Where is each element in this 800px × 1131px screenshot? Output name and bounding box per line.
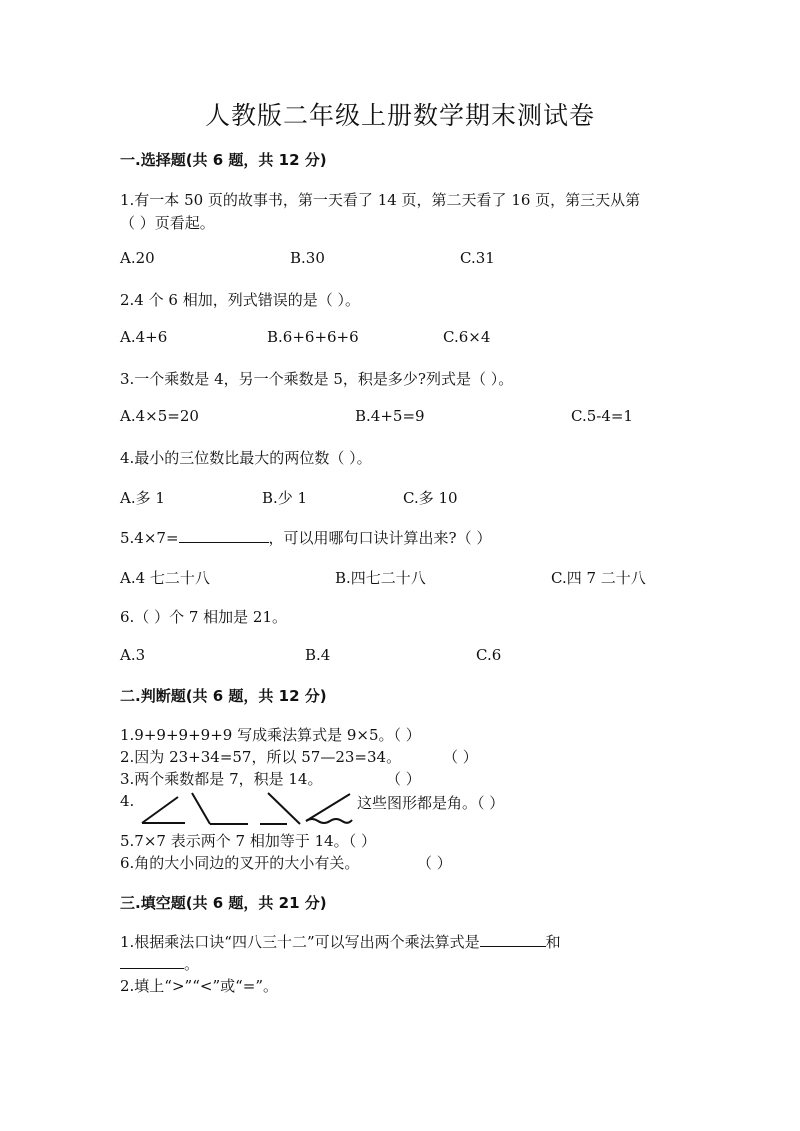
q4-option-a: A.多 1 (120, 489, 165, 507)
answer-blank (120, 953, 184, 969)
judge-item-4-text: 这些图形都是角。（ ） (357, 794, 505, 812)
question-2: 2.4 个 6 相加，列式错误的是（ ）。 (120, 291, 360, 309)
question-3: 3.一个乘数是 4，另一个乘数是 5，积是多少?列式是（ ）。 (120, 370, 514, 388)
q5-option-c: C.四 7 二十八 (551, 569, 646, 587)
question-1-line-1: 1.有一本 50 页的故事书，第一天看了 14 页，第二天看了 16 页，第三天从第 (120, 191, 641, 209)
question-4: 4.最小的三位数比最大的两位数（ ）。 (120, 449, 372, 467)
question-5 (120, 527, 491, 548)
judge-item-1: 1.9+9+9+9+9 写成乘法算式是 9×5。（ ） (120, 726, 421, 744)
question-5-text-after: ，可以用哪句口诀计算出来?（ ） (268, 529, 492, 547)
q6-option-a: A.3 (120, 646, 146, 664)
q4-option-b: B.少 1 (262, 489, 308, 507)
judge-item-3-paren: （ ） (386, 770, 421, 788)
fill-question-1-line-1 (120, 931, 561, 952)
judge-item-2-paren: （ ） (443, 748, 478, 766)
q3-option-b: B.4+5=9 (355, 407, 425, 425)
q1-option-b: B.30 (290, 249, 325, 267)
fill-question-1-text: 1.根据乘法口诀“四八三十二”可以写出两个乘法算式是 (120, 933, 480, 951)
section-heading-true-false: 二.判断题(共 6 题，共 12 分) (120, 687, 327, 705)
q2-option-c: C.6×4 (443, 328, 491, 346)
question-1-line-2: （ ）页看起。 (120, 214, 215, 232)
q1-option-c: C.31 (460, 249, 495, 267)
judge-item-3: 3.两个乘数都是 7，积是 14。 (120, 770, 323, 788)
angle-figure-3 (260, 793, 300, 824)
angle-figure-2 (192, 793, 248, 824)
q4-option-c: C.多 10 (403, 489, 458, 507)
q5-option-a: A.4 七二十八 (120, 569, 210, 587)
judge-item-5: 5.7×7 表示两个 7 相加等于 14。（ ） (120, 832, 376, 850)
angle-figures-illustration (140, 788, 355, 828)
page-title: 人教版二年级上册数学期末测试卷 (204, 101, 595, 130)
fill-question-1-and: 和 (545, 933, 561, 951)
section-heading-multiple-choice: 一.选择题(共 6 题，共 12 分) (120, 151, 327, 169)
judge-item-4-number: 4. (120, 792, 135, 810)
q6-option-b: B.4 (305, 646, 331, 664)
question-6: 6.（ ）个 7 相加是 21。 (120, 608, 288, 626)
judge-item-6-paren: （ ） (417, 854, 452, 872)
fill-question-1-end: 。 (184, 955, 200, 973)
q1-option-a: A.20 (120, 249, 155, 267)
judge-item-2: 2.因为 23+34=57，所以 57—23=34。 (120, 748, 402, 766)
fill-question-2: 2.填上“>”“<”或“=”。 (120, 977, 279, 995)
q3-option-a: A.4×5=20 (120, 407, 199, 425)
section-heading-fill-blank: 三.填空题(共 6 题，共 21 分) (120, 894, 327, 912)
q5-option-b: B.四七二十八 (335, 569, 426, 587)
q2-option-b: B.6+6+6+6 (267, 328, 359, 346)
angle-figure-1 (142, 797, 185, 823)
answer-blank (480, 931, 546, 947)
angle-figure-4 (306, 794, 352, 823)
fill-question-1-line-2 (120, 953, 199, 974)
answer-blank (179, 527, 269, 543)
q6-option-c: C.6 (476, 646, 502, 664)
judge-item-6: 6.角的大小同边的叉开的大小有关。 (120, 854, 360, 872)
question-5-text-before: 5.4×7= (120, 529, 179, 547)
q2-option-a: A.4+6 (120, 328, 168, 346)
q3-option-c: C.5-4=1 (571, 407, 633, 425)
